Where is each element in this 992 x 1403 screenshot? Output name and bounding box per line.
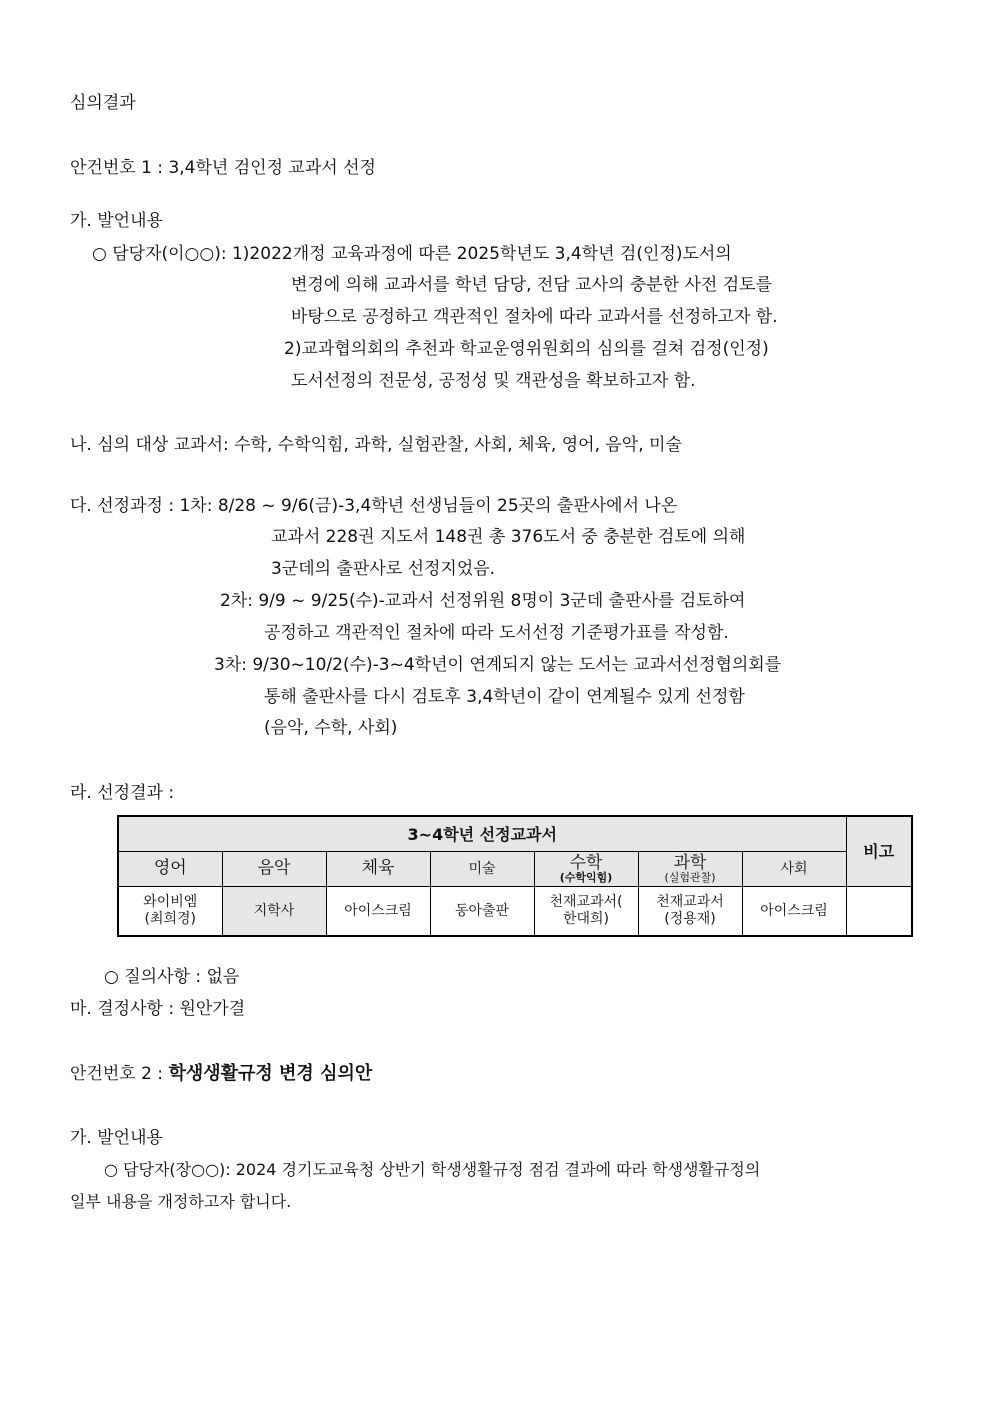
agenda-1-ga-line: 도서선정의 전문성, 공정성 및 객관성을 확보하고자 함.: [291, 371, 696, 391]
agenda-2-label: 안건번호 2 :: [70, 1064, 169, 1084]
table-cell-math: 천재교과서( 한대희): [534, 887, 638, 937]
table-header-social: 사회: [742, 852, 846, 887]
agenda-2-line-2: 일부 내용을 개정하고자 합니다.: [70, 1192, 292, 1211]
agenda-1-da-line: 3군데의 출판사로 선정지었음.: [271, 559, 496, 579]
agenda-1-decision: 마. 결정사항 : 원안가결: [70, 999, 246, 1019]
document-heading: 심의결과: [70, 93, 136, 113]
table-cell-english: 와이비엠 (최희경): [118, 887, 222, 937]
table-cell-pe: 아이스크림: [326, 887, 430, 937]
table-cell-remark: [846, 887, 912, 937]
table-header-music: 음악: [222, 852, 326, 887]
agenda-1-ga-title: 가. 발언내용: [70, 211, 163, 231]
agenda-1-da-line: 교과서 228권 지도서 148권 총 376도서 중 충분한 검토에 의해: [271, 527, 746, 547]
agenda-1-ga-line: 변경에 의해 교과서를 학년 담당, 전담 교사의 충분한 사전 검토를: [291, 275, 773, 295]
table-header-pe: 체육: [326, 852, 430, 887]
agenda-1-da-line: (음악, 수학, 사회): [264, 718, 398, 738]
agenda-1-da-line: 3차: 9/30~10/2(수)-3~4학년이 연계되지 않는 도서는 교과서선정협의회를: [214, 655, 782, 675]
agenda-1-ga-line: 바탕으로 공정하고 객관적인 절차에 따라 교과서를 선정하고자 함.: [291, 307, 778, 327]
agenda-1-ga-line: ○ 담당자(이○○): 1)2022개정 교육과정에 따른 2025학년도 3,4학년 검(인정)도서의: [92, 244, 732, 264]
table-cell-science: 천재교과서 (정용재): [638, 887, 742, 937]
agenda-1-da-line: 통해 출판사를 다시 검토후 3,4학년이 같이 연계될수 있게 선정함: [264, 687, 745, 707]
agenda-1-da-line: 다. 선정과정 : 1차: 8/28 ~ 9/6(금)-3,4학년 선생님들이 25곳의 출판사에서 나온: [70, 496, 678, 516]
agenda-2-title: [70, 1063, 372, 1085]
agenda-2-line-1: ○ 담당자(장○○): 2024 경기도교육청 상반기 학생생활규정 점검 결과에 따라 학생생활규정의: [104, 1160, 761, 1179]
agenda-1-da-line: 2차: 9/9 ~ 9/25(수)-교과서 선정위원 8명이 3군데 출판사를 검토하여: [220, 591, 746, 611]
agenda-2-ga-title: 가. 발언내용: [70, 1128, 163, 1148]
table-cell-social: 아이스크림: [742, 887, 846, 937]
table-header-science: 과학 (실험관찰): [638, 852, 742, 887]
agenda-1-ra: 라. 선정결과 :: [70, 783, 175, 803]
agenda-1-da-line: 공정하고 객관적인 절차에 따라 도서선정 기준평가표를 작성함.: [264, 623, 729, 643]
table-cell-art: 동아출판: [430, 887, 534, 937]
agenda-1-ga-line: 2)교과협의회의 추천과 학교운영위원회의 심의를 걸쳐 검정(인정): [284, 339, 769, 359]
agenda-1-question: ○ 질의사항 : 없음: [104, 967, 240, 987]
agenda-1-na: 나. 심의 대상 교과서: 수학, 수학익힘, 과학, 실험관찰, 사회, 체육, 영어, 음악, 미술: [70, 435, 682, 455]
table-title: 3~4학년 선정교과서: [118, 816, 846, 852]
table-remark-header: 비고: [846, 816, 912, 887]
table-header-math: 수학 (수학익힘): [534, 852, 638, 887]
table-header-art: 미술: [430, 852, 534, 887]
table-header-english: 영어: [118, 852, 222, 887]
selected-textbooks-table: [117, 815, 913, 937]
table-cell-music: 지학사: [222, 887, 326, 937]
agenda-1-title: 안건번호 1 : 3,4학년 검인정 교과서 선정: [70, 158, 376, 178]
agenda-2-title-bold: 학생생활규정 변경 심의안: [168, 1063, 373, 1084]
